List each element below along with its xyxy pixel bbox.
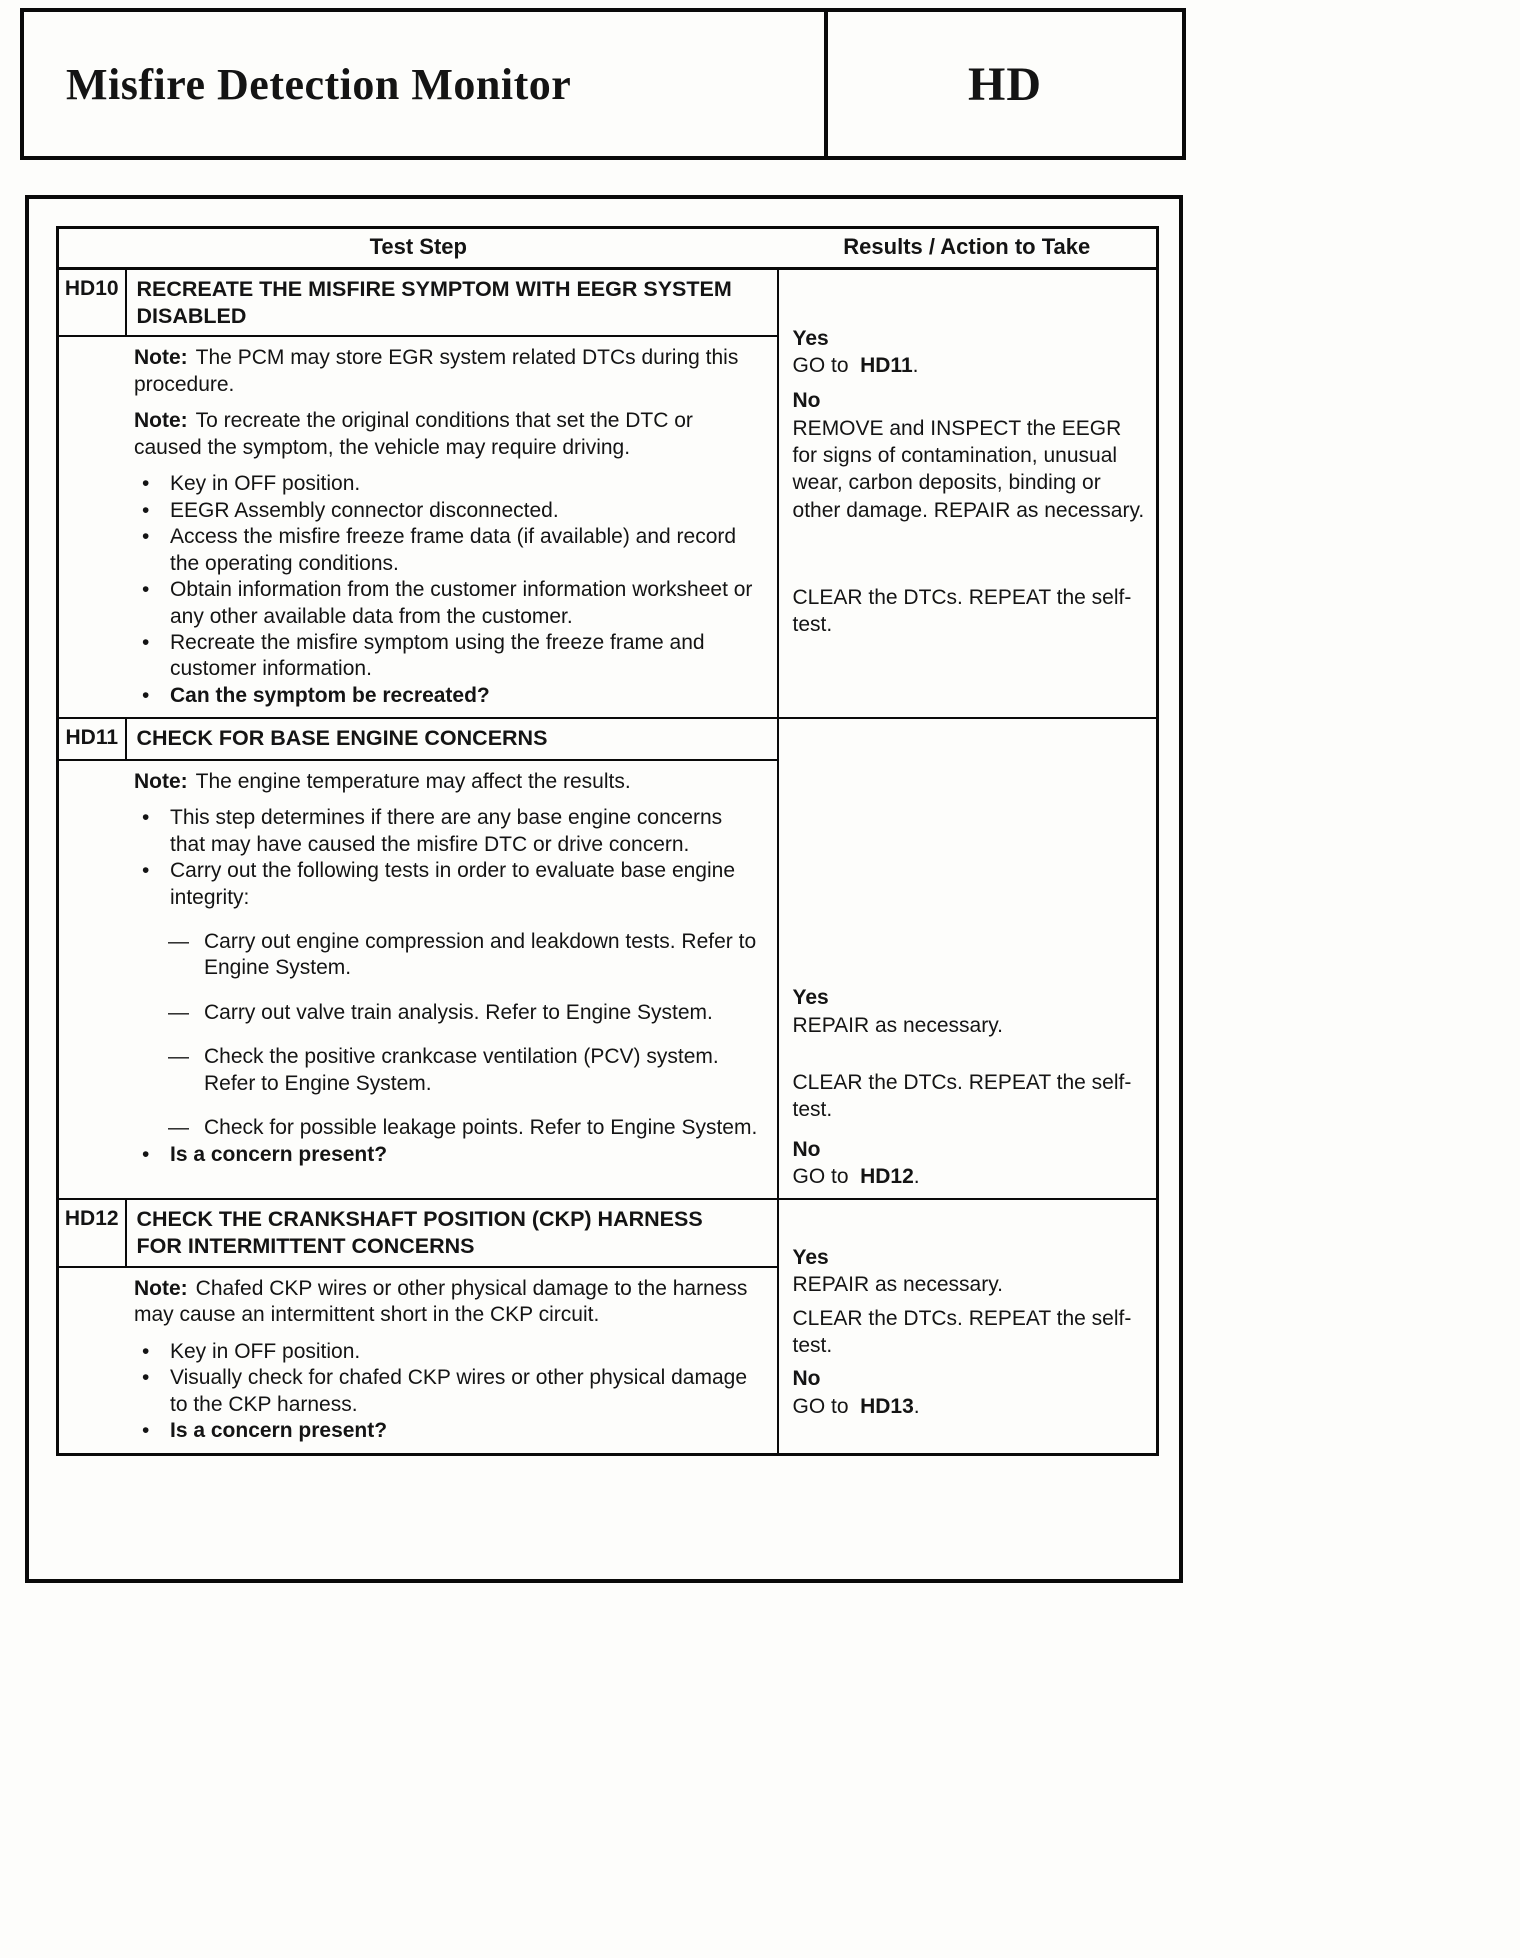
result-block xyxy=(793,1136,1147,1191)
result-block xyxy=(793,387,1147,523)
table-header-row xyxy=(58,228,1158,269)
note-text: The PCM may store EGR system related DTCs during this procedure. xyxy=(134,346,739,396)
result-action: REPAIR as necessary. xyxy=(792,1013,1003,1037)
bullet-icon: • xyxy=(142,683,150,707)
bullet-icon: • xyxy=(142,472,150,496)
note-label: Note: xyxy=(134,1276,188,1300)
diagnostic-table xyxy=(56,226,1159,1456)
page-header xyxy=(20,8,1186,160)
bullet-icon: • xyxy=(142,859,150,883)
question-text: Is a concern present? xyxy=(170,1142,388,1166)
result-block xyxy=(793,584,1147,639)
question-item xyxy=(134,1142,761,1168)
goto-label: GO to xyxy=(792,1394,849,1418)
step-reference: HD12 xyxy=(860,1164,914,1188)
sub-item xyxy=(134,1044,761,1097)
bullet-item xyxy=(134,858,761,911)
period: . xyxy=(912,354,919,378)
step-title-row xyxy=(58,718,1158,759)
note-paragraph xyxy=(134,345,761,398)
bullet-text: EEGR Assembly connector disconnected. xyxy=(170,498,559,522)
result-goto xyxy=(793,352,1147,379)
step-results-cell xyxy=(778,1199,1158,1454)
result-block xyxy=(793,984,1147,1039)
step-body xyxy=(58,760,778,1199)
note-text: To recreate the original conditions that set the DTC or caused the symptom, the vehicle may require driving. xyxy=(134,409,693,459)
result-answer: No xyxy=(792,389,821,413)
result-goto xyxy=(793,1163,1147,1190)
note-label: Note: xyxy=(134,346,188,370)
step-id: HD12 xyxy=(58,1199,126,1267)
result-block xyxy=(793,1244,1147,1299)
page-header-code-cell xyxy=(824,12,1182,156)
column-header-test-step: Test Step xyxy=(58,228,778,269)
bullet-text: Visually check for chafed CKP wires or other physical damage to the CKP harness. xyxy=(170,1366,748,1416)
step-results-cell xyxy=(778,268,1158,718)
bullet-item xyxy=(134,1339,761,1365)
step-body xyxy=(58,1267,778,1454)
bullet-icon: • xyxy=(142,1142,150,1166)
result-action: CLEAR the DTCs. REPEAT the self-test. xyxy=(792,585,1132,637)
result-action: REPAIR as necessary. xyxy=(792,1273,1003,1297)
result-goto xyxy=(793,1393,1147,1420)
note-text: The engine temperature may affect the results. xyxy=(195,769,631,793)
bullet-icon: • xyxy=(142,498,150,522)
note-label: Note: xyxy=(134,409,188,433)
dash-icon: — xyxy=(168,1116,189,1140)
result-answer: No xyxy=(792,1137,821,1161)
result-block xyxy=(793,1365,1147,1420)
sub-item xyxy=(134,1115,761,1141)
bullet-icon: • xyxy=(142,1366,150,1390)
period: . xyxy=(913,1164,920,1188)
main-content-box xyxy=(25,195,1183,1583)
result-answer: Yes xyxy=(792,1246,829,1270)
bullet-text: Key in OFF position. xyxy=(170,472,361,496)
section-code: HD xyxy=(968,57,1042,111)
goto-label: GO to xyxy=(792,1164,849,1188)
bullet-text: Recreate the misfire symptom using the freeze frame and customer information. xyxy=(170,631,705,681)
result-answer: Yes xyxy=(792,986,829,1010)
page-title: Misfire Detection Monitor xyxy=(66,59,572,109)
step-id: HD10 xyxy=(58,268,126,336)
bullet-text: This step determines if there are any base engine concerns that may have caused the misfire DTC or drive concern. xyxy=(170,806,723,856)
bullet-item xyxy=(134,498,761,524)
step-title: CHECK FOR BASE ENGINE CONCERNS xyxy=(126,718,778,759)
result-answer: No xyxy=(792,1367,821,1391)
step-id: HD11 xyxy=(58,718,126,759)
sub-item-text: Carry out engine compression and leakdown tests. Refer to Engine System. xyxy=(204,930,757,980)
note-label: Note: xyxy=(134,769,188,793)
bullet-item xyxy=(134,630,761,683)
bullet-text: Key in OFF position. xyxy=(170,1339,361,1363)
step-body xyxy=(58,336,778,718)
step-title-row xyxy=(58,1199,1158,1267)
result-answer: Yes xyxy=(792,326,829,350)
goto-label: GO to xyxy=(792,354,849,378)
note-paragraph xyxy=(134,1276,761,1329)
note-paragraph xyxy=(134,769,761,795)
question-text: Can the symptom be recreated? xyxy=(170,683,490,707)
bullet-item xyxy=(134,471,761,497)
bullet-icon: • xyxy=(142,578,150,602)
step-reference: HD11 xyxy=(860,354,913,378)
step-title: CHECK THE CRANKSHAFT POSITION (CKP) HARNESS FOR INTERMITTENT CONCERNS xyxy=(126,1199,778,1267)
result-action: CLEAR the DTCs. REPEAT the self-test. xyxy=(792,1306,1132,1358)
bullet-text: Carry out the following tests in order to evaluate base engine integrity: xyxy=(170,859,736,909)
sub-item-text: Carry out valve train analysis. Refer to Engine System. xyxy=(204,1000,713,1024)
period: . xyxy=(913,1394,920,1418)
page-header-title-cell xyxy=(24,12,824,156)
bullet-item xyxy=(134,577,761,630)
dash-icon: — xyxy=(168,1000,189,1024)
result-block xyxy=(793,1305,1147,1360)
result-block xyxy=(793,325,1147,380)
step-title-row xyxy=(58,268,1158,336)
bullet-icon: • xyxy=(142,806,150,830)
sub-item-text: Check for possible leakage points. Refer to Engine System. xyxy=(204,1116,758,1140)
bullet-icon: • xyxy=(142,525,150,549)
step-reference: HD13 xyxy=(860,1394,914,1418)
sub-item xyxy=(134,929,761,982)
bullet-icon: • xyxy=(142,1419,150,1443)
note-text: Chafed CKP wires or other physical damage to the harness may cause an intermittent short in the CKP circuit. xyxy=(134,1276,748,1327)
step-title: RECREATE THE MISFIRE SYMPTOM WITH EEGR SYSTEM DISABLED xyxy=(126,268,778,336)
bullet-icon: • xyxy=(142,1339,150,1363)
note-paragraph xyxy=(134,408,761,461)
bullet-item xyxy=(134,1365,761,1418)
bullet-item xyxy=(134,805,761,858)
result-block xyxy=(793,1069,1147,1124)
sub-item xyxy=(134,1000,761,1026)
question-item xyxy=(134,683,761,709)
question-item xyxy=(134,1418,761,1444)
result-action: CLEAR the DTCs. REPEAT the self-test. xyxy=(792,1070,1132,1122)
bullet-text: Obtain information from the customer information worksheet or any other available data from the customer. xyxy=(170,578,753,628)
dash-icon: — xyxy=(168,930,189,953)
bullet-icon: • xyxy=(142,631,150,654)
bullet-text: Access the misfire freeze frame data (if available) and record the operating conditions. xyxy=(170,525,737,575)
column-header-results: Results / Action to Take xyxy=(778,228,1158,269)
bullet-item xyxy=(134,524,761,577)
question-text: Is a concern present? xyxy=(170,1419,388,1443)
dash-icon: — xyxy=(168,1045,189,1069)
step-results-cell xyxy=(778,718,1158,1199)
result-action: REMOVE and INSPECT the EEGR for signs of contamination, unusual wear, carbon deposits, binding or other damage. REPAIR as necessary. xyxy=(792,416,1145,522)
sub-item-text: Check the positive crankcase ventilation (PCV) system. Refer to Engine System. xyxy=(204,1045,719,1095)
